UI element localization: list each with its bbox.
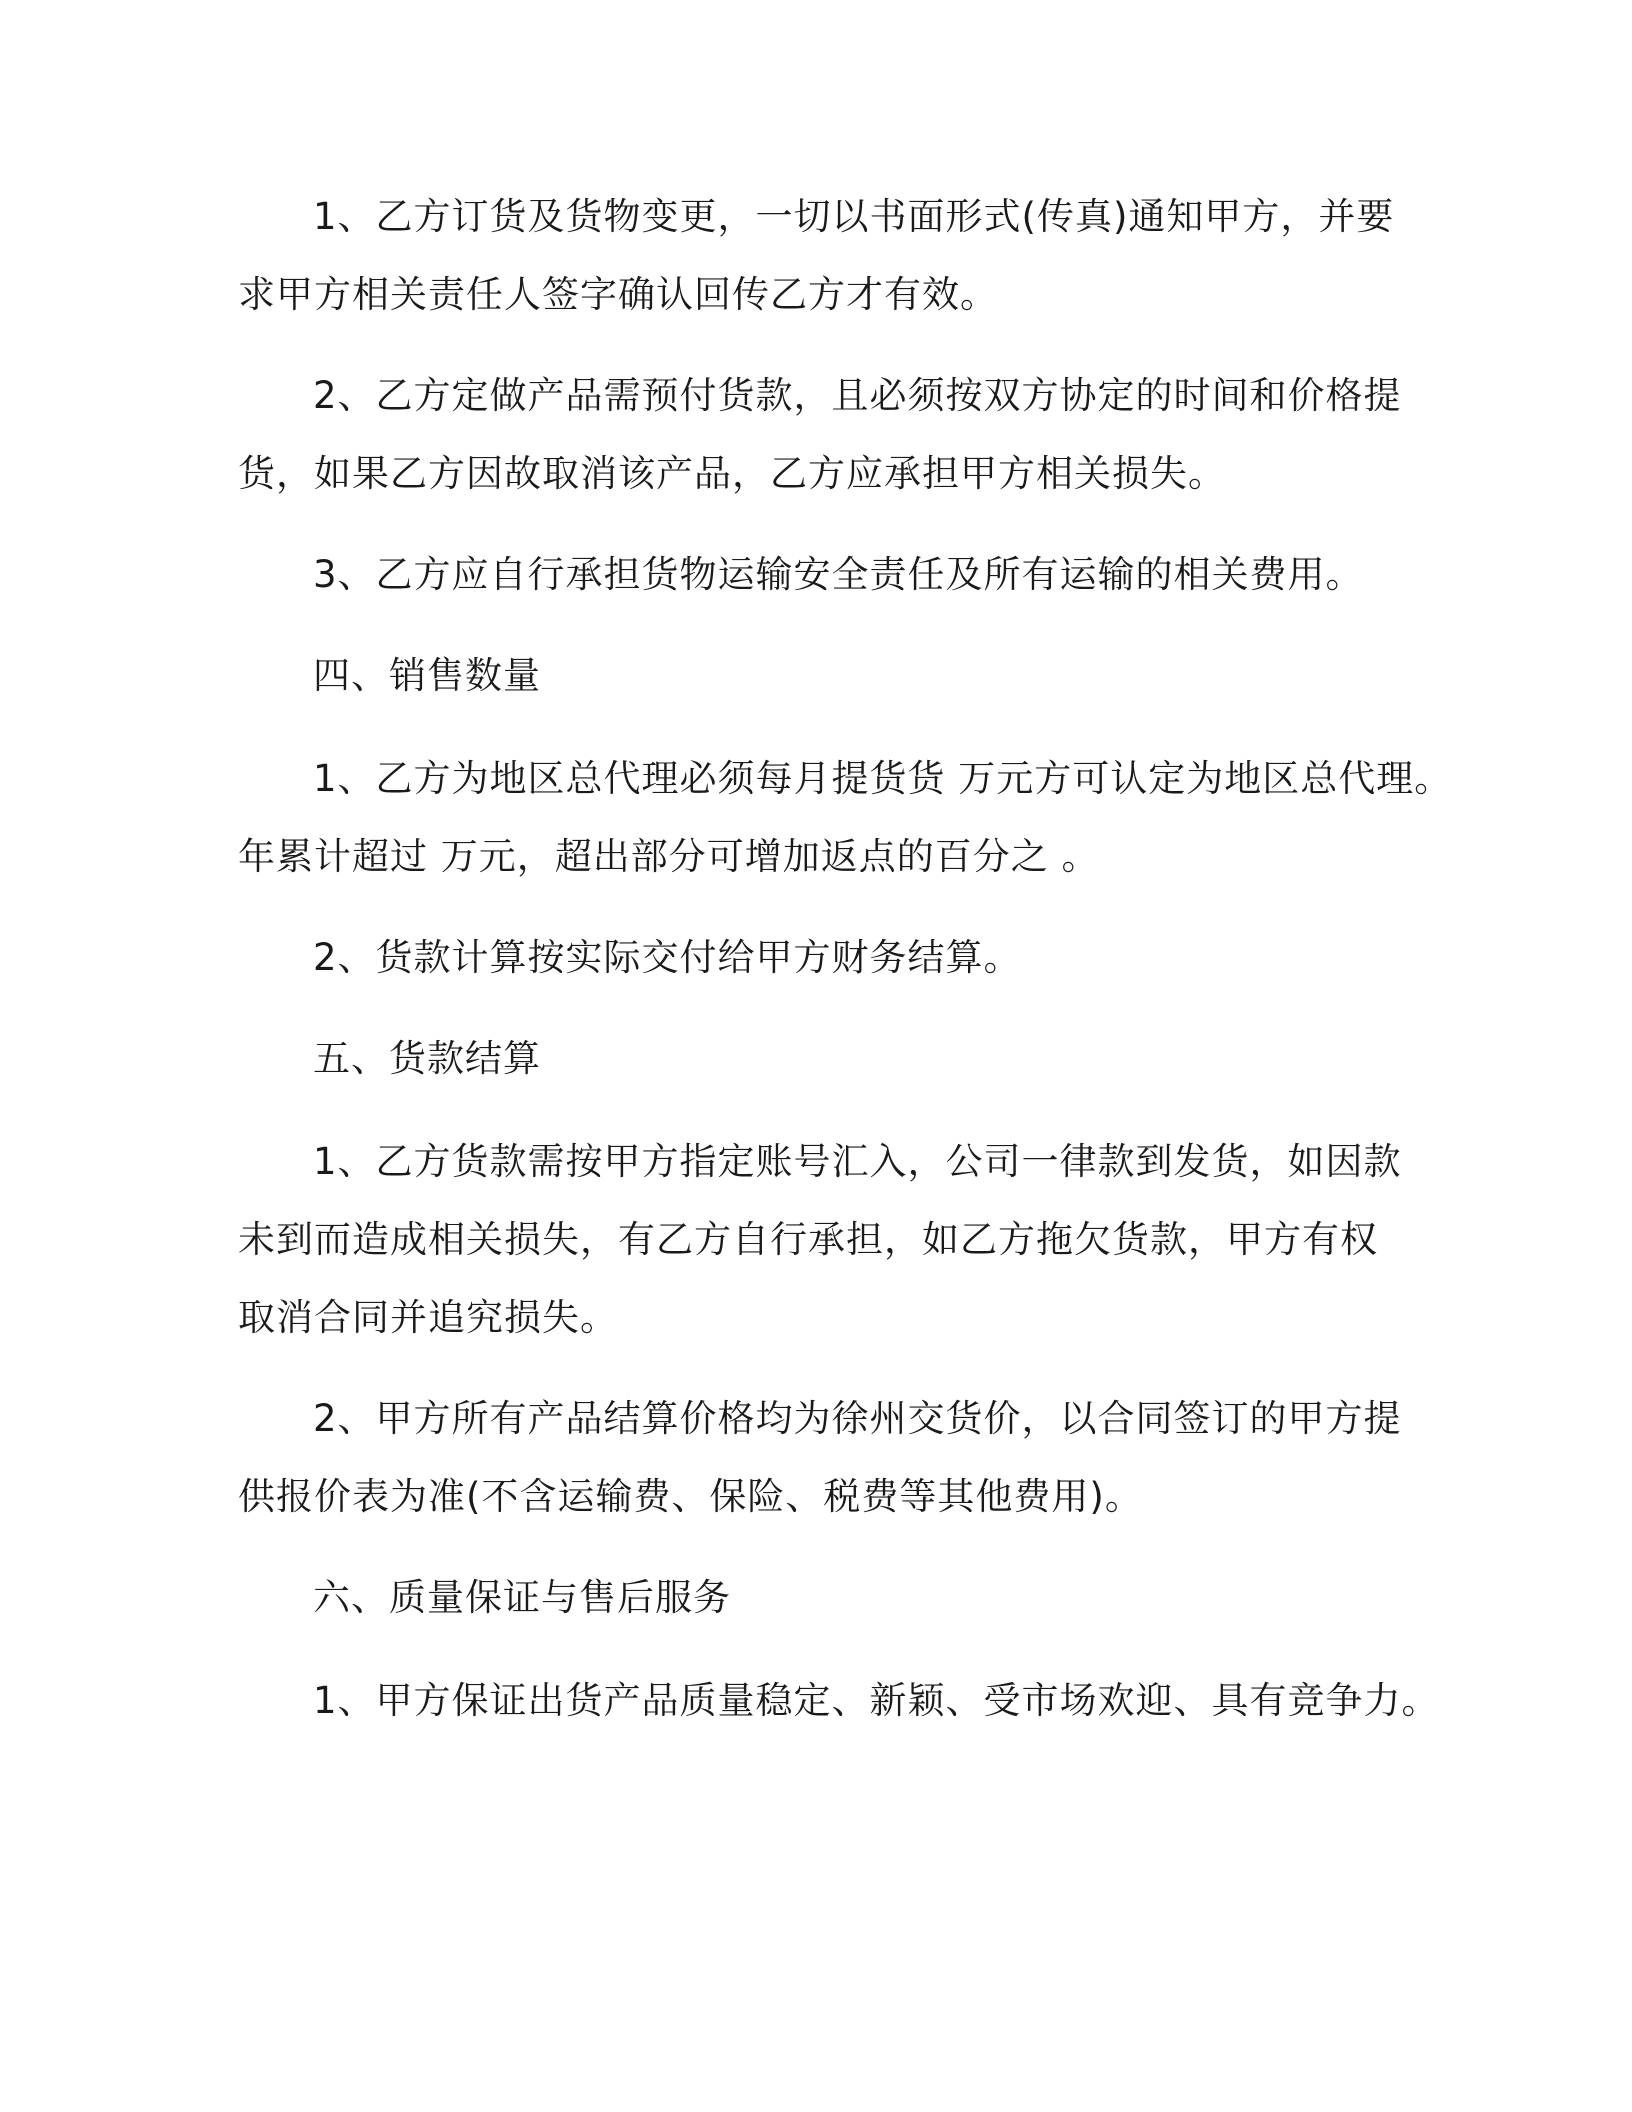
paragraph-line: 求甲方相关责任人签字确认回传乙方才有效。 [238, 273, 998, 316]
paragraph-line: 货，如果乙方因故取消该产品，乙方应承担甲方相关损失。 [238, 452, 1226, 495]
section-heading: 六、质量保证与售后服务 [313, 1576, 731, 1619]
paragraph-line: 2、货款计算按实际交付给甲方财务结算。 [313, 936, 1022, 979]
paragraph-line: 供报价表为准(不含运输费、保险、税费等其他费用)。 [238, 1475, 1143, 1518]
paragraph-line: 1、乙方为地区总代理必须每月提货货 万元方可认定为地区总代理。 [313, 757, 1453, 800]
paragraph-line: 1、乙方货款需按甲方指定账号汇入，公司一律款到发货，如因款 [313, 1140, 1402, 1183]
paragraph-line: 取消合同并追究损失。 [238, 1296, 618, 1339]
section-heading: 四、销售数量 [313, 654, 541, 697]
paragraph-line: 年累计超过 万元，超出部分可增加返点的百分之 。 [238, 835, 1100, 878]
paragraph-line: 未到而造成相关损失，有乙方自行承担，如乙方拖欠货款，甲方有权 [238, 1218, 1378, 1261]
paragraph-line: 2、乙方定做产品需预付货款，且必须按双方协定的时间和价格提 [313, 374, 1402, 417]
paragraph-line: 2、甲方所有产品结算价格均为徐州交货价，以合同签订的甲方提 [313, 1397, 1402, 1440]
section-heading: 五、货款结算 [313, 1037, 541, 1080]
paragraph-line: 1、乙方订货及货物变更，一切以书面形式(传真)通知甲方，并要 [313, 195, 1395, 238]
paragraph-line: 3、乙方应自行承担货物运输安全责任及所有运输的相关费用。 [313, 553, 1364, 596]
paragraph-line: 1、甲方保证出货产品质量稳定、新颖、受市场欢迎、具有竞争力。 [313, 1679, 1440, 1722]
